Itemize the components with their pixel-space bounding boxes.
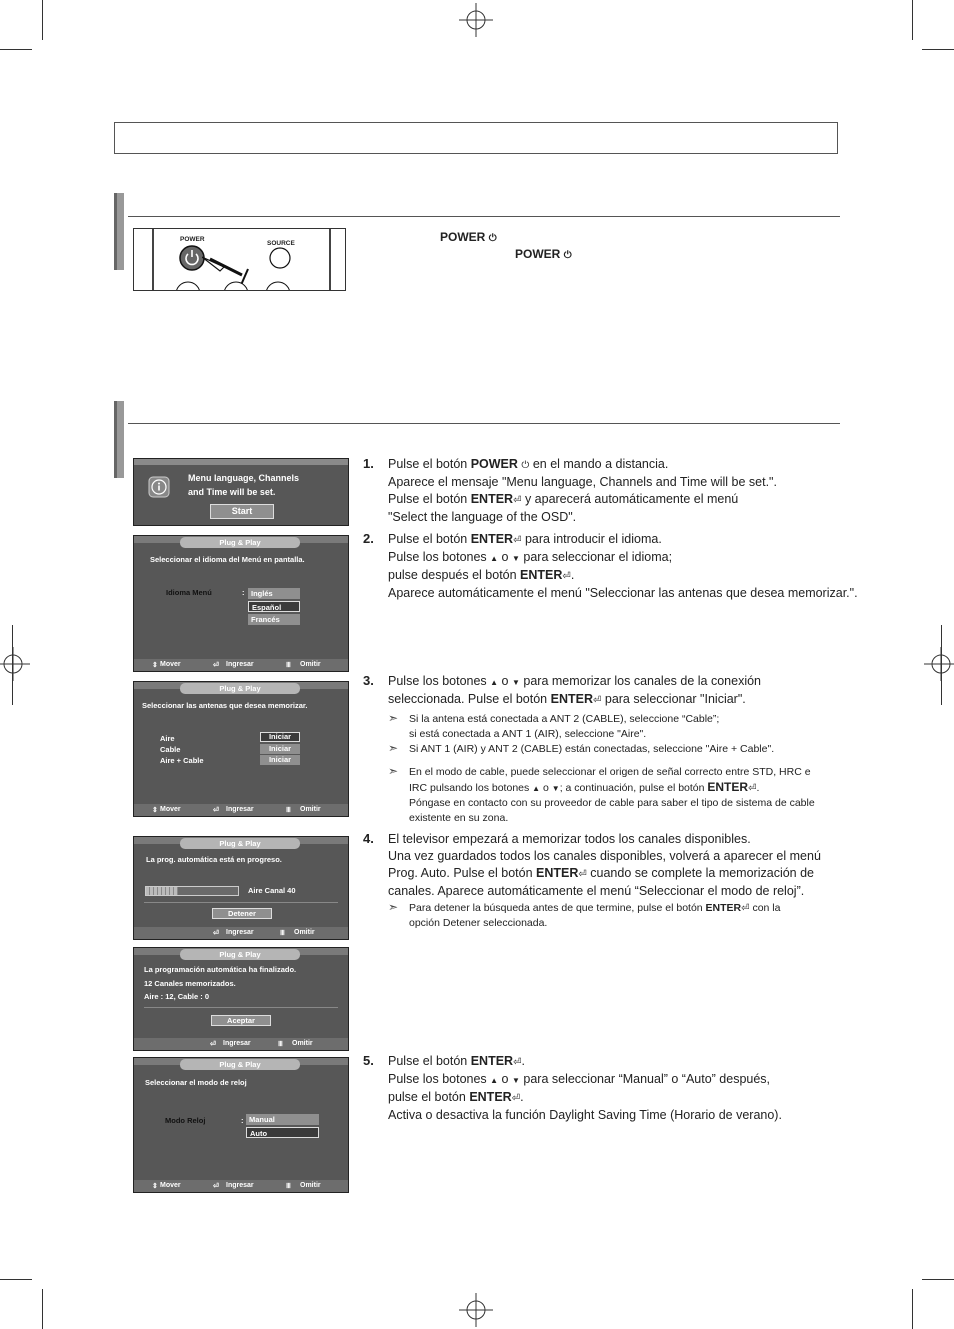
foot-enter-label: Ingresar: [223, 1040, 251, 1047]
osd4-channel: Aire Canal 40: [248, 886, 296, 895]
osd-divider: [144, 902, 338, 903]
text: para seleccionar "Iniciar".: [601, 692, 746, 706]
enter-key: ENTER: [470, 532, 514, 546]
enter-icon: ⏎: [562, 571, 571, 582]
text: Para detener la búsqueda antes de que termine, pulse el botón: [409, 902, 706, 914]
text: o: [498, 674, 512, 688]
skip-icon: Ⅲ: [286, 1183, 291, 1190]
osd-top-band: [134, 459, 348, 465]
remote-control-illustration: [133, 228, 346, 291]
text: cuando se complete la memorización de: [586, 866, 815, 880]
skip-icon: Ⅲ: [286, 662, 291, 669]
enter-icon: ⏎: [213, 930, 219, 937]
section-divider: [128, 423, 840, 424]
enter-icon: ⏎: [578, 869, 587, 880]
enter-icon: ⏎: [513, 535, 522, 546]
crop-mark: [922, 49, 954, 50]
text: "Select the language of the OSD".: [388, 510, 577, 524]
down-arrow-icon: ▼: [511, 678, 520, 687]
text: Pulse los botones: [388, 1072, 491, 1086]
enter-icon: ⏎: [513, 495, 522, 506]
remote-source-label: SOURCE: [267, 240, 295, 247]
antenna-row-cable: Cable: [160, 745, 181, 754]
text: Prog. Auto. Pulse el botón: [388, 866, 537, 880]
osd3-prompt: Seleccionar las antenas que desea memorizar.: [142, 701, 308, 710]
power-icon: ⏻: [521, 460, 530, 471]
up-arrow-icon: ▲: [532, 784, 541, 793]
step-5-text: [388, 1053, 782, 1124]
progress-bar-fill: [146, 887, 178, 895]
up-arrow-icon: ▲: [490, 678, 499, 687]
foot-move-label: Mover: [160, 661, 181, 668]
enter-icon: ⏎: [593, 695, 602, 706]
osd5-line3: Aire : 12, Cable : 0: [144, 992, 210, 1001]
text: Aparece el mensaje "Menu language, Channels and Time will be set.".: [388, 475, 777, 489]
enter-icon: ⏎: [513, 1057, 522, 1068]
step-2-number: 2.: [363, 531, 374, 546]
text: Pulse el botón: [388, 1054, 471, 1068]
text: Una vez guardados todos los canales disponibles, volverá a aparecer el menú: [388, 849, 821, 863]
text: y aparecerá automáticamente el menú: [521, 492, 739, 506]
osd-title: Plug & Play: [180, 949, 300, 960]
note-2: [409, 742, 774, 757]
text: Pulse los botones: [388, 674, 491, 688]
foot-enter-label: Ingresar: [226, 1182, 254, 1189]
enter-icon: ⏎: [210, 1041, 216, 1048]
text: existente en su zona.: [409, 812, 509, 824]
foot-move-label: Mover: [160, 1182, 181, 1189]
text: El televisor empezará a memorizar todos los canales disponibles.: [388, 832, 751, 846]
osd5-line2: 12 Canales memorizados.: [144, 979, 236, 988]
enter-icon: ⏎: [511, 1093, 521, 1104]
aceptar-button[interactable]: Aceptar: [211, 1015, 271, 1026]
info-icon: [148, 476, 170, 498]
power-key: POWER: [470, 457, 518, 471]
text: opción Detener seleccionada.: [409, 917, 548, 929]
text: o: [498, 1072, 512, 1086]
section-bar: [114, 193, 124, 270]
crop-mark: [0, 1279, 32, 1280]
osd5-line1: La programación automática ha finalizado.: [144, 965, 297, 974]
iniciar-cable-button[interactable]: Iniciar: [260, 744, 300, 754]
text: para seleccionar “Manual” o “Auto” después,: [519, 1072, 771, 1086]
text: pulse después el botón: [388, 568, 521, 582]
intro-power-line-1: [440, 230, 497, 244]
step-1-text: [388, 456, 777, 526]
note-arrow-icon: ➣: [388, 741, 399, 755]
enter-key: ENTER: [520, 568, 563, 582]
note-1: [409, 712, 719, 742]
note-arrow-icon: ➣: [388, 764, 399, 778]
enter-key: ENTER: [550, 692, 593, 706]
crop-mark: [912, 0, 913, 40]
text: canales. Aparece automáticamente el menú “Seleccionar el modo de reloj”.: [388, 884, 805, 898]
intro-power-label-2: POWER: [515, 247, 561, 261]
osd-clock-screen: [133, 1057, 349, 1193]
enter-icon: ⏎: [213, 662, 219, 669]
remote-power-label: POWER: [180, 236, 205, 243]
iniciar-aire-button[interactable]: Iniciar: [260, 732, 300, 742]
registration-mark-icon: [459, 3, 493, 37]
text: Pulse el botón: [388, 532, 471, 546]
text: en el mando a distancia.: [529, 457, 669, 471]
crop-mark: [0, 49, 32, 50]
text: Pulse el botón: [388, 492, 471, 506]
up-arrow-icon: ▲: [490, 1076, 499, 1085]
text: En el modo de cable, puede seleccionar el origen de señal correcto entre STD, HRC e: [409, 766, 811, 778]
intro-power-line-2: [515, 247, 572, 261]
crop-mark: [912, 1289, 913, 1329]
osd-divider: [144, 1007, 338, 1008]
step-3-number: 3.: [363, 673, 374, 688]
crop-mark: [12, 625, 13, 705]
progress-bar: [145, 886, 239, 896]
enter-icon: ⏎: [213, 807, 219, 814]
step-4-text: [388, 831, 821, 900]
section-bar: [114, 401, 124, 478]
osd1-message-line1: Menu language, Channels: [188, 473, 300, 483]
note-3: [409, 765, 815, 826]
step-4-number: 4.: [363, 831, 374, 846]
osd-start-screen: [133, 458, 349, 526]
text: Si ANT 1 (AIR) y ANT 2 (CABLE) están conectadas, seleccione "Aire + Cable".: [409, 743, 775, 755]
move-icon: ⇕: [152, 662, 158, 669]
osd2-field-label: Idioma Menú: [166, 588, 212, 597]
crop-mark: [42, 0, 43, 40]
foot-skip-label: Omitir: [294, 929, 315, 936]
up-arrow-icon: ▲: [490, 554, 499, 563]
foot-move-label: Mover: [160, 806, 181, 813]
note-arrow-icon: ➣: [388, 900, 399, 914]
antenna-row-aire-cable: Aire + Cable: [160, 756, 204, 765]
detener-button[interactable]: Detener: [212, 908, 272, 919]
skip-icon: Ⅲ: [278, 1041, 283, 1048]
down-arrow-icon: ▼: [511, 1076, 520, 1085]
foot-enter-label: Ingresar: [226, 661, 254, 668]
foot-skip-label: Omitir: [300, 661, 321, 668]
down-arrow-icon: ▼: [511, 554, 520, 563]
remote-lower-buttons-icon: [174, 281, 304, 291]
source-button-icon: [268, 246, 292, 270]
step-2-text: [388, 531, 858, 602]
osd-progress-screen: [133, 836, 349, 940]
foot-skip-label: Omitir: [300, 806, 321, 813]
text: Aparece automáticamente el menú "Seleccionar las antenas que desea memorizar.".: [388, 586, 858, 600]
note-4: [409, 901, 780, 931]
antenna-row-aire: Aire: [160, 734, 175, 743]
registration-mark-icon: [459, 1293, 493, 1327]
registration-mark-icon: [0, 647, 34, 681]
step-3-text: [388, 673, 761, 709]
enter-key: ENTER: [705, 902, 742, 914]
text: .: [521, 1054, 525, 1068]
crop-mark: [42, 1289, 43, 1329]
power-icon: ⏻: [563, 250, 572, 261]
move-icon: ⇕: [152, 1183, 158, 1190]
text: con la: [749, 902, 781, 914]
text: seleccionada. Pulse el botón: [388, 692, 551, 706]
osd4-prompt: La prog. automática está en progreso.: [146, 855, 282, 864]
osd6-prompt: Seleccionar el modo de reloj: [145, 1078, 247, 1087]
down-arrow-icon: ▼: [551, 784, 560, 793]
power-icon: ⏻: [488, 233, 497, 244]
osd6-colon: :: [241, 1116, 244, 1125]
step-5-number: 5.: [363, 1053, 374, 1068]
text: para memorizar los canales de la conexión: [519, 674, 762, 688]
osd2-prompt: Seleccionar el idioma del Menú en pantalla.: [150, 555, 305, 564]
text: si está conectada a ANT 1 (AIR), seleccione "Aire".: [409, 728, 647, 740]
osd1-message-line2: and Time will be set.: [188, 487, 276, 497]
text: pulse el botón: [388, 1090, 470, 1104]
foot-skip-label: Omitir: [292, 1040, 313, 1047]
crop-mark: [941, 625, 942, 705]
text: Activa o desactiva la función Daylight Saving Time (Horario de verano).: [388, 1108, 782, 1122]
enter-key: ENTER: [707, 780, 749, 794]
crop-mark: [922, 1279, 954, 1280]
note-arrow-icon: ➣: [388, 711, 399, 725]
clock-option-auto[interactable]: Auto: [246, 1127, 319, 1138]
text: IRC pulsando los botones: [409, 782, 533, 794]
text: Pulse el botón: [388, 457, 471, 471]
enter-key: ENTER: [470, 492, 514, 506]
text: o: [540, 782, 552, 794]
registration-mark-icon: [920, 647, 954, 681]
osd2-colon: :: [242, 588, 245, 597]
text: .: [756, 782, 760, 794]
foot-enter-label: Ingresar: [226, 929, 254, 936]
text: ; a continuación, pulse el botón: [559, 782, 708, 794]
osd-finished-screen: [133, 947, 349, 1051]
start-button[interactable]: Start: [210, 504, 274, 519]
osd-title: Plug & Play: [180, 838, 300, 849]
osd-title: Plug & Play: [180, 683, 300, 694]
text: Pulse los botones: [388, 550, 491, 564]
text: Si la antena está conectada a ANT 2 (CABLE), seleccione “Cable”;: [409, 713, 720, 725]
text: Póngase en contacto con su proveedor de cable para saber el tipo de sistema de cable: [409, 797, 815, 809]
skip-icon: Ⅲ: [280, 930, 285, 937]
text: .: [570, 568, 575, 582]
foot-skip-label: Omitir: [300, 1182, 321, 1189]
osd6-field-label: Modo Reloj: [165, 1116, 206, 1125]
intro-power-label: POWER: [440, 230, 486, 244]
step-1-number: 1.: [363, 456, 374, 471]
iniciar-aire-cable-button[interactable]: Iniciar: [260, 755, 300, 765]
move-icon: ⇕: [152, 807, 158, 814]
language-option-espanol[interactable]: Español: [248, 601, 300, 612]
enter-icon: ⏎: [748, 783, 757, 794]
enter-key: ENTER: [536, 866, 579, 880]
enter-key: ENTER: [469, 1090, 512, 1104]
language-option-frances[interactable]: Francés: [248, 614, 300, 625]
text: para seleccionar el idioma;: [519, 550, 673, 564]
language-option-ingles[interactable]: Inglés: [248, 588, 300, 599]
clock-option-manual[interactable]: Manual: [246, 1114, 319, 1125]
osd-antenna-screen: [133, 681, 349, 817]
osd-title: Plug & Play: [180, 537, 300, 548]
text: para introducir el idioma.: [521, 532, 662, 546]
osd-language-screen: [133, 535, 349, 672]
osd-title: Plug & Play: [180, 1059, 300, 1070]
enter-icon: ⏎: [213, 1183, 219, 1190]
text: o: [498, 550, 512, 564]
page-header-box: [114, 122, 838, 154]
enter-key: ENTER: [470, 1054, 514, 1068]
skip-icon: Ⅲ: [286, 807, 291, 814]
section-divider: [128, 216, 840, 217]
foot-enter-label: Ingresar: [226, 806, 254, 813]
text: .: [520, 1090, 524, 1104]
enter-icon: ⏎: [741, 903, 750, 914]
